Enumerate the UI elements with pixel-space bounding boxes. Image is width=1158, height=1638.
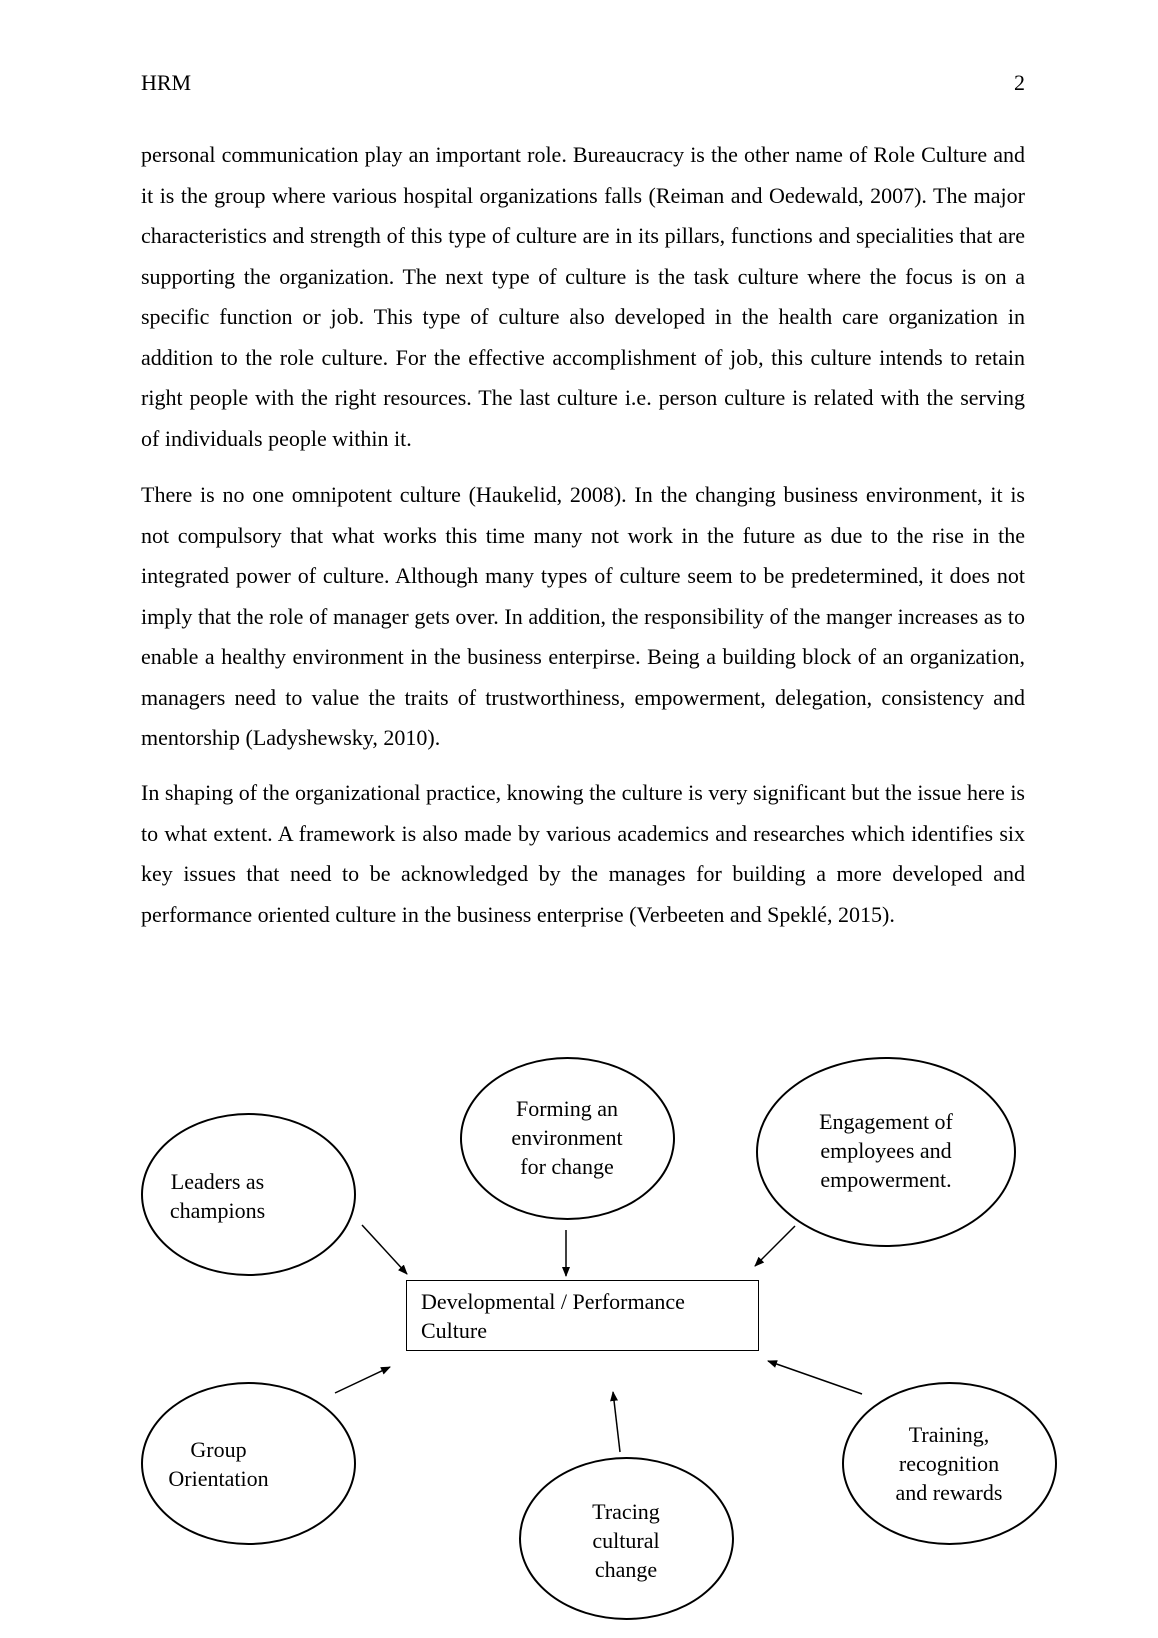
arrow-tracing-to-center: [613, 1392, 620, 1452]
arrow-engagement-to-center: [755, 1226, 795, 1266]
node-training-label: Training, recognition and rewards: [895, 1422, 1003, 1505]
node-group-label: Group Orientation: [168, 1437, 269, 1491]
center-box: [406, 1280, 759, 1351]
node-leaders-label: Leaders as champions: [169, 1169, 266, 1223]
node-engagement-label: Engagement of employees and empowerment.: [819, 1109, 953, 1192]
arrow-training-to-center: [768, 1361, 862, 1394]
page-number: 2: [1014, 70, 1025, 95]
running-head: HRM: [141, 70, 192, 95]
arrow-leaders-to-center: [362, 1225, 407, 1274]
center-box-label: Developmental / Performance Culture: [421, 1289, 685, 1343]
arrow-group-to-center: [335, 1367, 390, 1393]
body-paragraph-3: In shaping of the organizational practice, knowing the culture is very significant but the issue here is to what extent. A framework is also made by various academics and researches which identifies six key issues that need to be acknowledged by the manages for building a more developed and performance oriented culture in the business enterprise (Verbeeten and Speklé, 2015).: [141, 780, 1025, 927]
body-paragraph-2: There is no one omnipotent culture (Haukelid, 2008). In the changing business environment, it is not compulsory that what works this time many not work in the future as due to the rise in the integrated power of culture. Although many types of culture seem to be predetermined, it does not imply that the role of manager gets over. In addition, the responsibility of the manger increases as to enable a healthy environment in the business enterpirse. Being a building block of an organization, managers need to value the traits of trustworthiness, empowerment, delegation, consistency and mentorship (Ladyshewsky, 2010).: [141, 482, 1025, 750]
body-paragraph-1: personal communication play an important role. Bureaucracy is the other name of Role Culture and it is the group where various hospital organizations falls (Reiman and Oedewald, 2007). The major characteristics and strength of this type of culture are in its pillars, functions and specialities that are supporting the organization. The next type of culture is the task culture where the focus is on a specific function or job. This type of culture also developed in the health care organization in addition to the role culture. For the effective accomplishment of job, this culture intends to retain right people with the right resources. The last culture i.e. person culture is related with the serving of individuals people within it.: [141, 142, 1025, 451]
node-tracing-label: Tracing cultural change: [592, 1499, 660, 1582]
node-forming-label: Forming an environment for change: [511, 1096, 623, 1179]
